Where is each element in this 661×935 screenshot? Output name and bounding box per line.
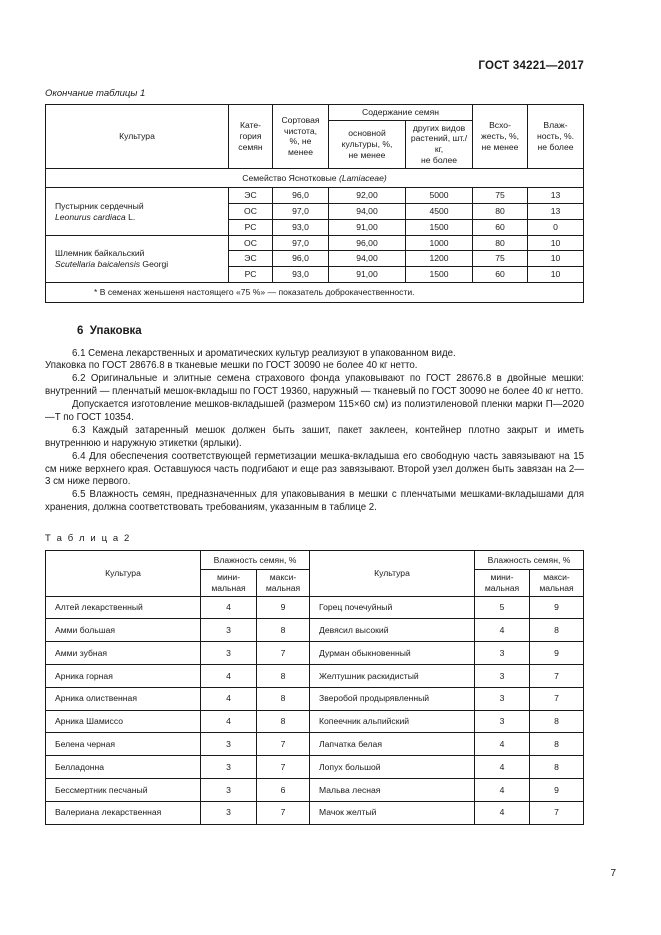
th2-max-left [257, 570, 310, 596]
table1-wrapper [45, 104, 616, 303]
th-seed-content: Содержание семян [329, 105, 473, 121]
th2-max-right-line1: макси- [543, 572, 570, 583]
cell-max-right: 7 [530, 687, 584, 710]
table1-header-row-1 [46, 105, 584, 121]
th-category-line2: гория [239, 130, 262, 141]
table-row [46, 801, 584, 824]
cell-moisture: 10 [528, 235, 584, 251]
cell-main: 94,00 [329, 251, 406, 267]
cell-purity: 96,0 [273, 251, 329, 267]
th-purity-line3: %, не [289, 136, 312, 147]
th2-min-right-line1: мини- [490, 572, 514, 583]
cell-max-right: 9 [530, 596, 584, 619]
table1-footnote-row [46, 282, 584, 302]
cell-max-right: 7 [530, 801, 584, 824]
cell-germination: 60 [473, 267, 528, 283]
table2-caption: Т а б л и ц а 2 [45, 533, 131, 545]
th-germination-line3: не менее [481, 141, 519, 152]
th-other-plants [406, 120, 473, 168]
culture-name-author: Georgi [140, 258, 169, 269]
cell-other: 1500 [406, 219, 473, 235]
table-row [46, 710, 584, 733]
th2-culture-right: Культура [310, 551, 475, 596]
cell-culture-left: Амми большая [46, 619, 201, 642]
cell-culture-right: Дурман обыкновенный [310, 642, 475, 665]
cell-culture-right: Девясил высокий [310, 619, 475, 642]
th2-culture-left: Культура [46, 551, 201, 596]
cell-germination: 75 [473, 251, 528, 267]
th-main-line2: культуры, %, [341, 138, 393, 149]
cell-culture-right: Желтушник раскидистый [310, 664, 475, 687]
cell-min-right: 3 [475, 642, 530, 665]
table1-seed-requirements [45, 104, 584, 303]
cell-purity: 93,0 [273, 219, 329, 235]
cell-moisture: 10 [528, 267, 584, 283]
cell-min-right: 3 [475, 664, 530, 687]
th2-min-left-line1: мини- [216, 572, 241, 583]
cell-max-left: 9 [257, 596, 310, 619]
cell-main: 92,00 [329, 188, 406, 204]
th-main-line1: основной [348, 128, 386, 139]
cell-max-left: 6 [257, 778, 310, 801]
cell-max-left: 8 [257, 710, 310, 733]
paragraph-6-2: 6.2 Оригинальные и элитные семена страхового фонда упаковывают по ГОСТ 28676.8 в двойные мешки: внутренний — пленчатый мешок-вкладыш по ГОСТ 19360, наружный — тканевый по ГОСТ 30090 не более 40 кг нетто. [45, 373, 584, 398]
paragraph-6-1-cont: Упаковка по ГОСТ 28676.8 в тканевые мешки по ГОСТ 30090 не более 40 кг нетто. [45, 360, 418, 372]
cell-moisture: 0 [528, 219, 584, 235]
th2-max-left-line2: мальная [265, 582, 301, 593]
th2-min-left [201, 570, 257, 596]
cell-culture-left: Алтей лекарственный [46, 596, 201, 619]
cell-min-left: 3 [201, 619, 257, 642]
cell-culture-right: Копеечник альпийский [310, 710, 475, 733]
cell-culture-right: Горец почечуйный [310, 596, 475, 619]
table-row [46, 664, 584, 687]
culture-name-cell [46, 188, 229, 235]
cell-germination: 80 [473, 235, 528, 251]
cell-purity: 96,0 [273, 188, 329, 204]
th2-min-right [475, 570, 530, 596]
cell-min-left: 3 [201, 778, 257, 801]
cell-min-right: 4 [475, 619, 530, 642]
cell-category: ЭС [229, 251, 273, 267]
th-purity-line1: Сортовая [281, 114, 320, 125]
page-number: 7 [610, 868, 616, 879]
th-main-culture [329, 120, 406, 168]
th-category-line1: Кате- [239, 120, 262, 131]
cell-min-left: 4 [201, 596, 257, 619]
th-germination [473, 105, 528, 169]
cell-max-right: 9 [530, 778, 584, 801]
th-purity-line2: чистота, [283, 125, 317, 136]
cell-culture-left: Амми зубная [46, 642, 201, 665]
culture-name-cell [46, 235, 229, 282]
cell-max-left: 8 [257, 619, 310, 642]
th-moisture-line2: ность, %. [536, 130, 575, 141]
culture-name-lat: Leonurus cardiaca [55, 211, 126, 222]
cell-min-left: 3 [201, 642, 257, 665]
cell-culture-left: Белладонна [46, 756, 201, 779]
th2-min-left-line2: мальная [211, 582, 246, 593]
th-purity [273, 105, 329, 169]
paragraph-6-2-cont: Допускается изготовление мешков-вкладышей (размером 115×60 см) из полиэтиленовой пленки марки П—2020—Т по ГОСТ 10354. [45, 399, 584, 423]
th-other-line3: не более [421, 154, 457, 165]
family-name-ru: Семейство Яснотковые [242, 172, 339, 183]
cell-main: 96,00 [329, 235, 406, 251]
cell-min-left: 3 [201, 756, 257, 779]
cell-other: 1000 [406, 235, 473, 251]
family-name-lat: (Lamiaceae) [338, 172, 387, 183]
cell-max-left: 7 [257, 756, 310, 779]
cell-culture-left: Арника горная [46, 664, 201, 687]
table-row [46, 619, 584, 642]
cell-max-left: 7 [257, 733, 310, 756]
cell-culture-right: Мальва лесная [310, 778, 475, 801]
cell-germination: 60 [473, 219, 528, 235]
cell-min-right: 3 [475, 710, 530, 733]
th-purity-line4: менее [288, 147, 313, 158]
th2-max-left-line1: макси- [269, 572, 297, 583]
th-germination-line1: Всхо- [489, 120, 511, 131]
cell-other: 1200 [406, 251, 473, 267]
section-number: 6 [77, 324, 84, 337]
cell-min-right: 4 [475, 756, 530, 779]
th2-moisture-right: Влажность семян, % [475, 551, 584, 570]
cell-category: РС [229, 267, 273, 283]
culture-name-ru: Пустырник сердечный [55, 200, 144, 211]
table1-caption: Окончание таблицы 1 [45, 88, 146, 99]
cell-max-left: 8 [257, 687, 310, 710]
cell-moisture: 13 [528, 204, 584, 220]
th2-max-right-line2: мальная [539, 582, 574, 593]
cell-culture-left: Валериана лекарственная [46, 801, 201, 824]
table-row [46, 188, 584, 204]
cell-min-right: 4 [475, 801, 530, 824]
paragraph-6-3: 6.3 Каждый затаренный мешок должен быть зашит, пакет заклеен, контейнер плотно закрыт и иметь внутреннюю и наружную этикетки (ярлыки). [45, 424, 584, 449]
table2-header-row-1 [46, 551, 584, 570]
th-moisture [528, 105, 584, 169]
cell-purity: 97,0 [273, 204, 329, 220]
paragraph-6-1: 6.1 Семена лекарственных и ароматических культур реализуют в упакованном виде. [72, 347, 456, 359]
table-row [46, 778, 584, 801]
cell-max-right: 8 [530, 619, 584, 642]
cell-max-left: 7 [257, 801, 310, 824]
cell-culture-left: Бессмертник песчаный [46, 778, 201, 801]
table-row [46, 756, 584, 779]
cell-culture-right: Лопух большой [310, 756, 475, 779]
cell-main: 94,00 [329, 204, 406, 220]
cell-other: 1500 [406, 267, 473, 283]
cell-max-left: 7 [257, 642, 310, 665]
cell-culture-left: Арника олиственная [46, 687, 201, 710]
standard-header: ГОСТ 34221—2017 [478, 60, 584, 72]
cell-other: 4500 [406, 204, 473, 220]
cell-other: 5000 [406, 188, 473, 204]
culture-name-ru: Шлемник байкальский [55, 247, 145, 258]
th-germination-line2: жесть, %, [480, 130, 520, 141]
cell-germination: 80 [473, 204, 528, 220]
cell-min-right: 5 [475, 596, 530, 619]
section-title: Упаковка [89, 324, 142, 337]
paragraph-6-5: 6.5 Влажность семян, предназначенных для упаковывания в мешки с пленчатыми мешками-вкладышами для хранения, должна соответствовать требованиям, указанным в таблице 2. [45, 489, 584, 514]
cell-min-right: 3 [475, 687, 530, 710]
cell-main: 91,00 [329, 219, 406, 235]
cell-moisture: 10 [528, 251, 584, 267]
table1-footnote: * В семенах женьшеня настоящего «75 %» — показатель доброкачественности. [46, 282, 584, 302]
cell-culture-right: Мачок желтый [310, 801, 475, 824]
cell-max-right: 8 [530, 733, 584, 756]
th-culture: Культура [46, 105, 229, 169]
table2-seed-moisture [45, 550, 584, 824]
cell-culture-right: Лапчатка белая [310, 733, 475, 756]
cell-min-right: 4 [475, 778, 530, 801]
table-row [46, 733, 584, 756]
th-main-line3: не менее [348, 149, 386, 160]
cell-max-right: 8 [530, 710, 584, 733]
cell-max-left: 8 [257, 664, 310, 687]
table1-family-row [46, 168, 584, 188]
cell-max-right: 9 [530, 642, 584, 665]
table-row [46, 642, 584, 665]
cell-min-left: 4 [201, 687, 257, 710]
cell-purity: 97,0 [273, 235, 329, 251]
th2-moisture-left: Влажность семян, % [201, 551, 310, 570]
culture-name-author: L. [125, 211, 136, 222]
cell-category: ОС [229, 235, 273, 251]
cell-max-right: 7 [530, 664, 584, 687]
th-moisture-line3: не более [537, 141, 574, 152]
cell-category: ЭС [229, 188, 273, 204]
cell-culture-left: Арника Шамиссо [46, 710, 201, 733]
th-other-line2: растений, шт./кг, [410, 133, 468, 155]
section-heading [77, 325, 616, 337]
table-row [46, 596, 584, 619]
cell-max-right: 8 [530, 756, 584, 779]
cell-main: 91,00 [329, 267, 406, 283]
table-row [46, 235, 584, 251]
cell-culture-left: Белена черная [46, 733, 201, 756]
th-other-line1: других видов [412, 122, 466, 133]
cell-min-left: 3 [201, 801, 257, 824]
family-label [46, 168, 584, 188]
th-category-line3: семян [238, 141, 263, 152]
cell-min-right: 4 [475, 733, 530, 756]
cell-min-left: 4 [201, 710, 257, 733]
cell-culture-right: Зверобой продырявленный [310, 687, 475, 710]
culture-name-lat: Scutellaria baicalensis [55, 258, 141, 269]
table-row [46, 687, 584, 710]
cell-germination: 75 [473, 188, 528, 204]
cell-moisture: 13 [528, 188, 584, 204]
th-moisture-line1: Влаж- [543, 120, 568, 131]
th-category [229, 105, 273, 169]
cell-purity: 93,0 [273, 267, 329, 283]
cell-category: РС [229, 219, 273, 235]
cell-min-left: 3 [201, 733, 257, 756]
cell-category: ОС [229, 204, 273, 220]
cell-min-left: 4 [201, 664, 257, 687]
th2-max-right [530, 570, 584, 596]
th2-min-right-line2: мальная [484, 582, 520, 593]
paragraph-6-4: 6.4 Для обеспечения соответствующей герметизации мешка-вкладыша его свободную часть завязывают на 15 см ниже верхнего края. Оставшуюся часть подгибают и еще раз завязывают. Второй узел должен быть завязан на 2—3 см ниже первого. [45, 450, 584, 488]
